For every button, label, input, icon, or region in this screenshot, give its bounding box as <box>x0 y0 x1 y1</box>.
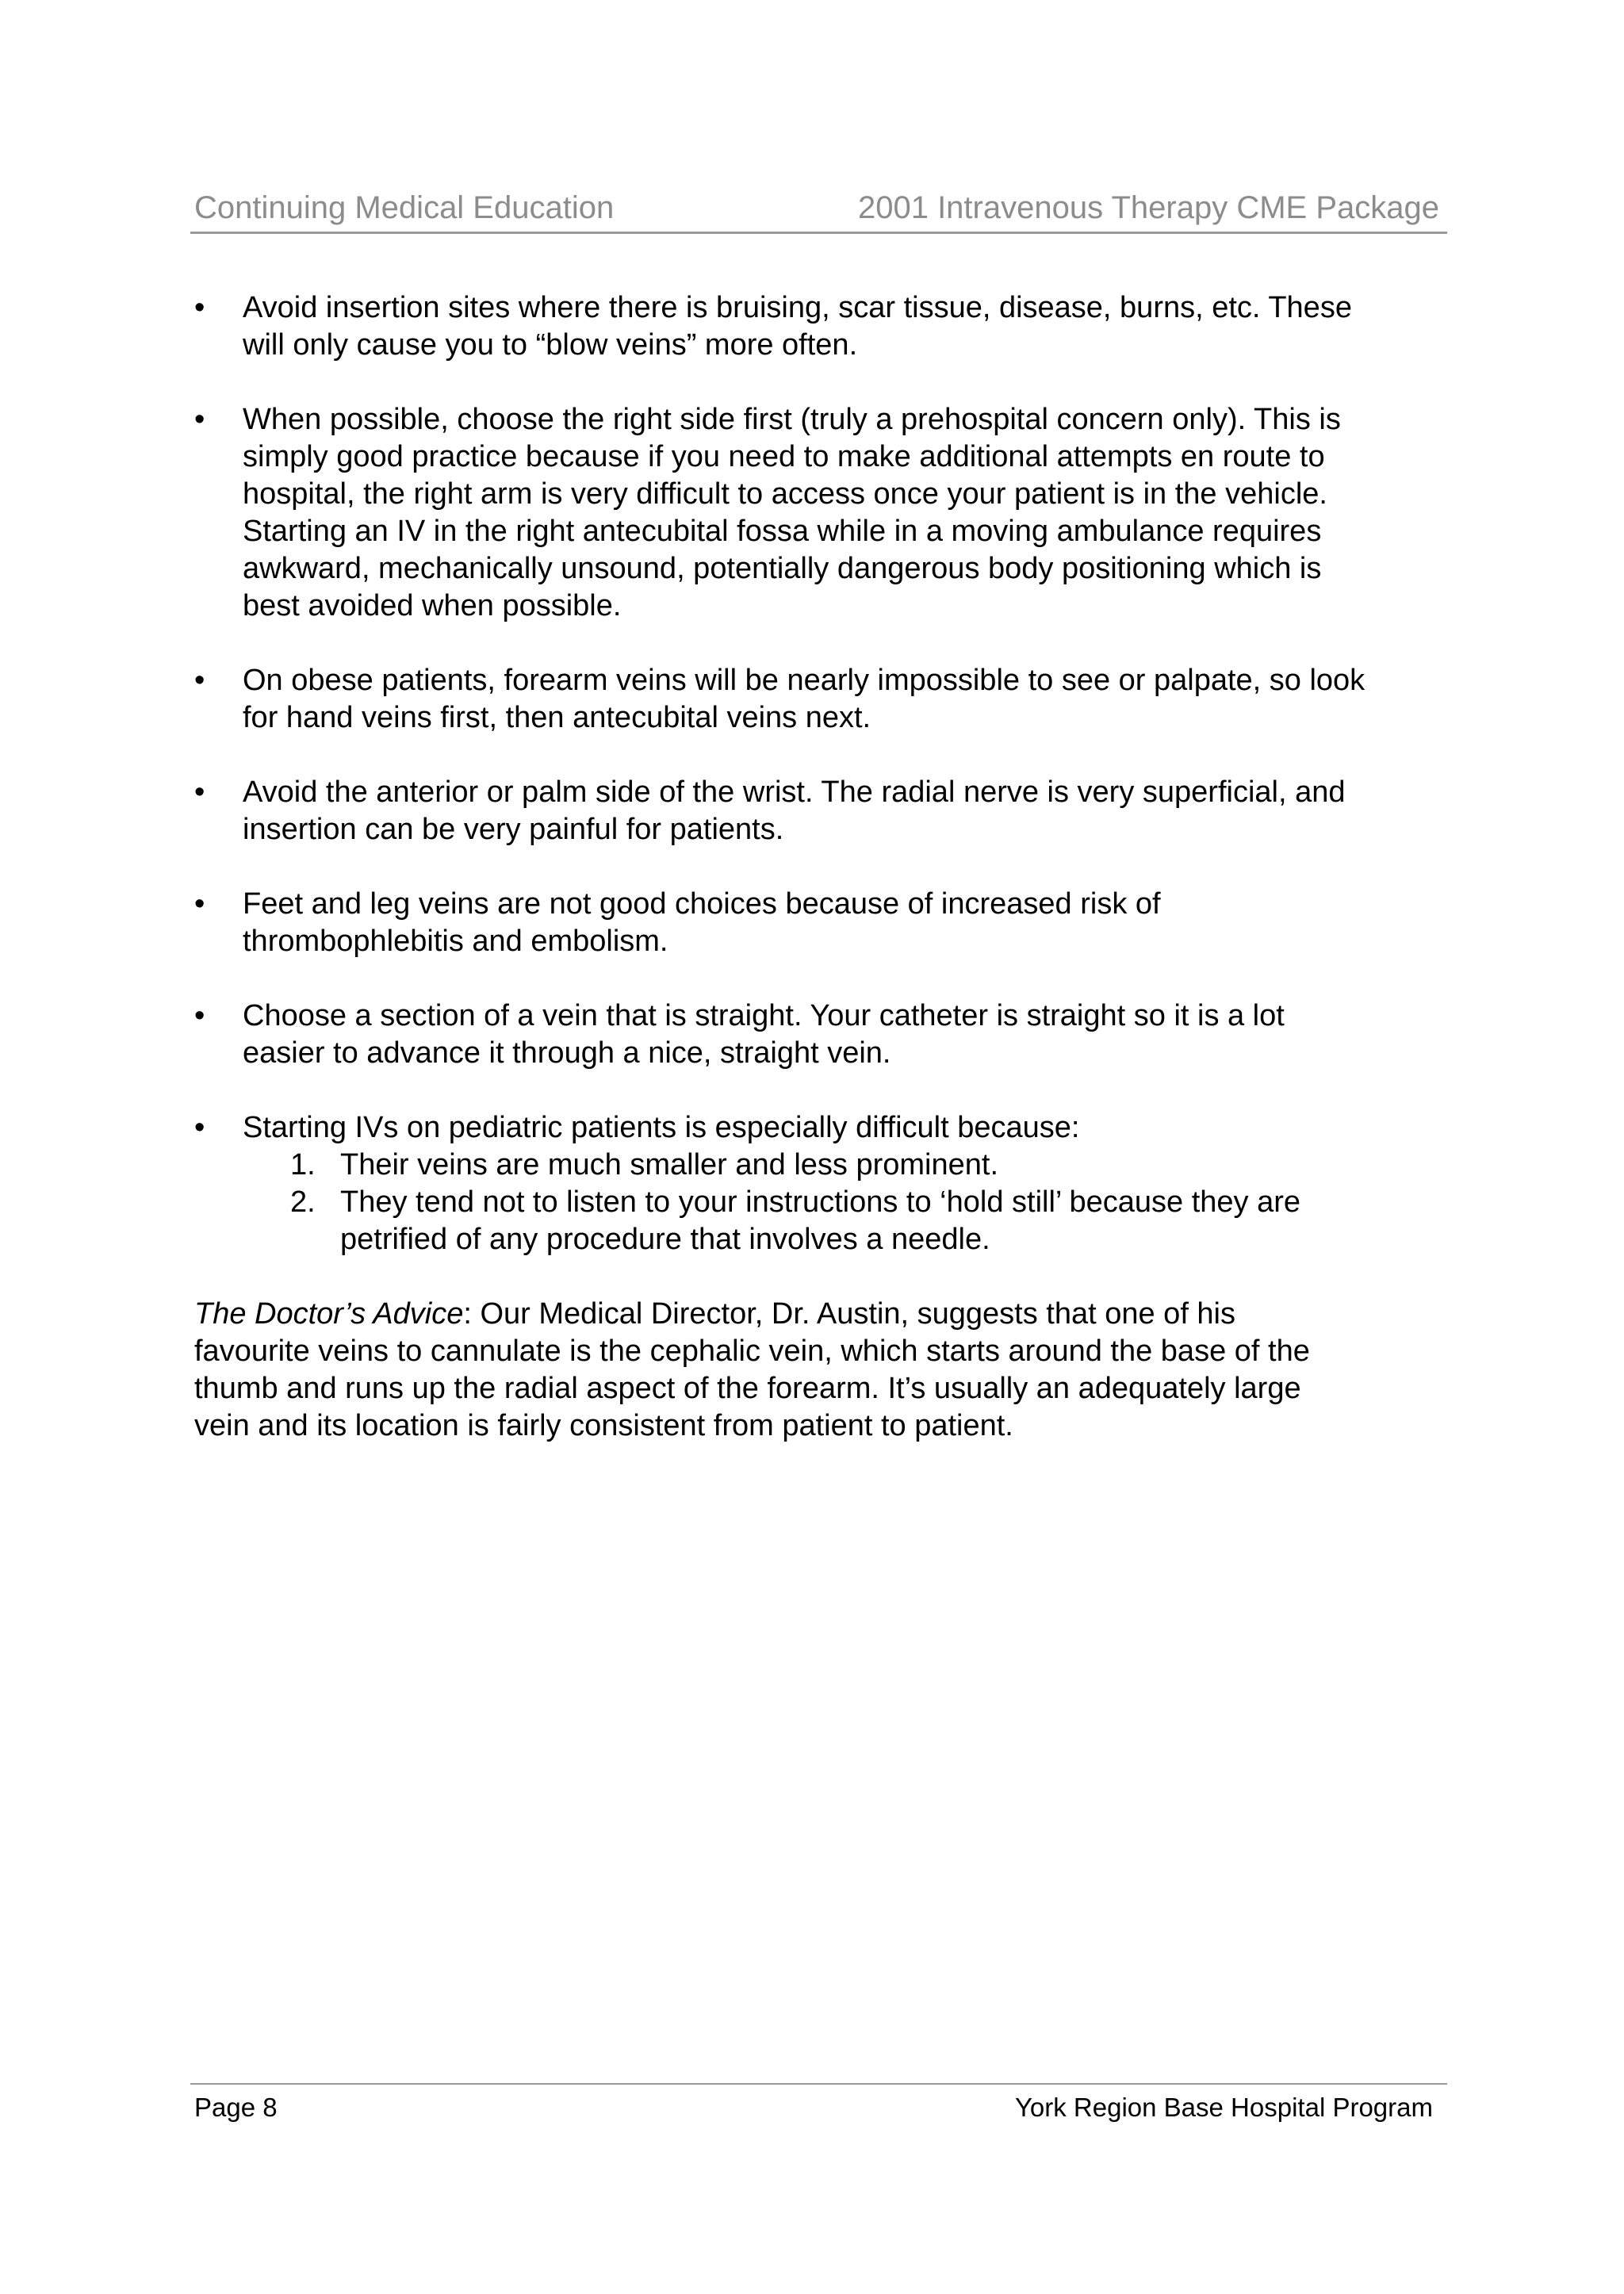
item-number: 2. <box>290 1185 316 1219</box>
bullet-line: thrombophlebitis and embolism. <box>243 925 668 958</box>
advice-lead: The Doctor’s Advice <box>194 1297 464 1331</box>
page-header <box>190 184 1447 234</box>
header-left-text: Continuing Medical Education <box>194 190 615 225</box>
bullet-line: for hand veins first, then antecubital veins next. <box>243 701 871 734</box>
footer-right-text: York Region Base Hospital Program <box>1014 2093 1433 2122</box>
bullet-symbol: • <box>194 664 205 697</box>
numbered-item <box>243 1184 1447 1258</box>
header-right-text: 2001 Intravenous Therapy CME Package <box>857 190 1439 225</box>
bullet-line: Avoid the anterior or palm side of the wrist. The radial nerve is very superficial, and <box>243 776 1346 809</box>
bullet-symbol: • <box>194 1111 205 1144</box>
bullet-item <box>194 401 1447 625</box>
bullet-line: simply good practice because if you need to make additional attempts en route to <box>243 440 1325 473</box>
bullet-symbol: • <box>194 403 205 436</box>
bullet-item <box>194 662 1447 737</box>
bullet-line: Starting an IV in the right antecubital fossa while in a moving ambulance requires <box>243 515 1322 548</box>
bullet-line: insertion can be very painful for patients. <box>243 813 784 846</box>
bullet-item <box>194 289 1447 364</box>
advice-line: thumb and runs up the radial aspect of the forearm. It’s usually an adequately large <box>194 1372 1301 1405</box>
bullet-line: On obese patients, forearm veins will be nearly impossible to see or palpate, so look <box>243 664 1365 697</box>
bullet-symbol: • <box>194 776 205 809</box>
bullet-line: easier to advance it through a nice, straight vein. <box>243 1036 891 1070</box>
advice-line-text: : Our Medical Director, Dr. Austin, suggests that one of his <box>463 1297 1236 1331</box>
bullet-line: Choose a section of a vein that is straight. Your catheter is straight so it is a lot <box>243 999 1285 1032</box>
bullet-line: hospital, the right arm is very difficult to access once your patient is in the vehicle. <box>243 477 1327 511</box>
body-content <box>194 289 1447 1445</box>
bullet-line: Starting IVs on pediatric patients is especially difficult because: <box>243 1111 1080 1144</box>
bullet-symbol: • <box>194 999 205 1032</box>
bullet-symbol: • <box>194 887 205 921</box>
bullet-item <box>194 774 1447 848</box>
bullet-line: awkward, mechanically unsound, potentially dangerous body positioning which is <box>243 552 1322 585</box>
page-number: Page 8 <box>194 2093 278 2122</box>
bullet-line: best avoided when possible. <box>243 589 622 622</box>
pediatric-numbered-list <box>243 1147 1447 1258</box>
advice-line: vein and its location is fairly consistent from patient to patient. <box>194 1409 1013 1442</box>
page-footer <box>190 2083 1447 2124</box>
advice-line: favourite veins to cannulate is the cephalic vein, which starts around the base of the <box>194 1335 1310 1368</box>
bullet-item <box>194 886 1447 960</box>
bullet-item <box>194 998 1447 1072</box>
numbered-line: Their veins are much smaller and less prominent. <box>340 1148 999 1181</box>
bullet-item <box>194 1109 1447 1258</box>
bullet-line: When possible, choose the right side first (truly a prehospital concern only). This is <box>243 403 1341 436</box>
numbered-line: petrified of any procedure that involves a needle. <box>340 1223 990 1256</box>
advice-line <box>194 1296 1447 1333</box>
item-number: 1. <box>290 1148 316 1181</box>
numbered-line: They tend not to listen to your instructions to ‘hold still’ because they are <box>340 1185 1301 1219</box>
bullet-line: will only cause you to “blow veins” more often. <box>243 328 858 362</box>
numbered-item <box>243 1147 1447 1184</box>
bullet-line: Avoid insertion sites where there is bruising, scar tissue, disease, burns, etc. These <box>243 291 1352 324</box>
bullet-symbol: • <box>194 291 205 324</box>
doctors-advice-paragraph <box>194 1296 1447 1445</box>
bullet-line: Feet and leg veins are not good choices because of increased risk of <box>243 887 1161 921</box>
